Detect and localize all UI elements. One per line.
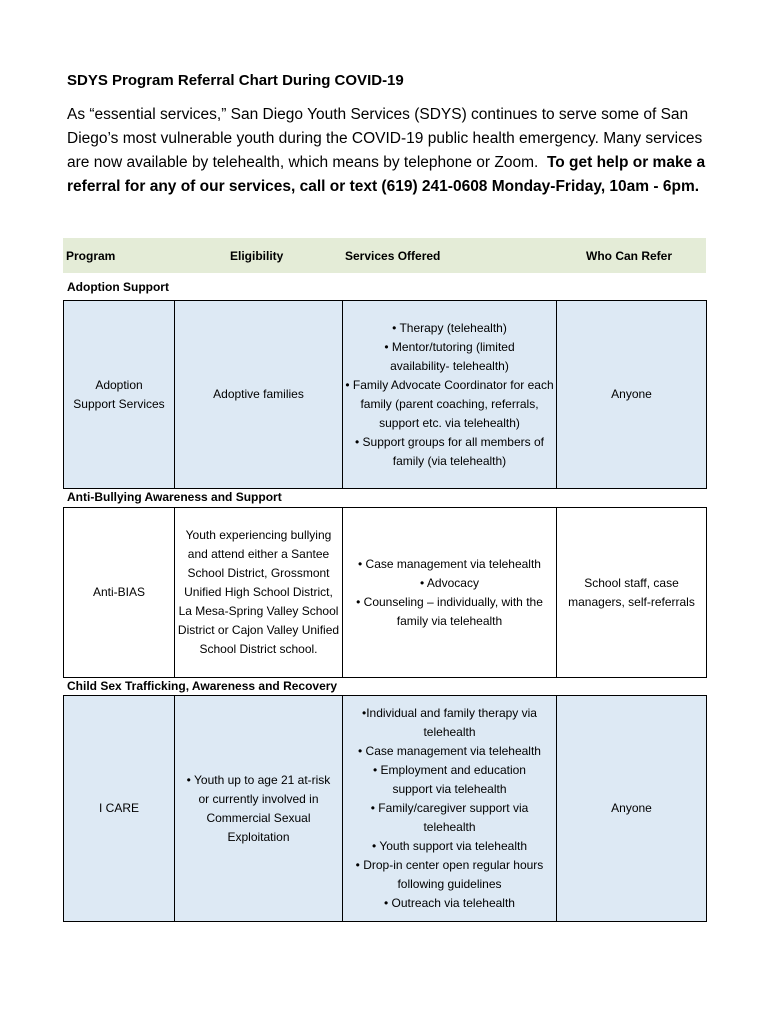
program-cell: I CARE	[64, 696, 175, 922]
service-item: •Individual and family therapy via telehealth	[362, 706, 537, 739]
services-cell	[343, 508, 557, 678]
eligibility-line: Youth experiencing bullying and attend either a Santee School District, Grossmont Unified High School District, La Mesa-Spring Valley School District or Cajon Valley Unified School District school.	[177, 528, 340, 656]
service-item: • Mentor/tutoring (limited availability- telehealth)	[384, 339, 515, 373]
header-who-can-refer: Who Can Refer	[586, 249, 673, 263]
intro-contact-text: To get help or make a referral for any of our services, call or text (619) 241-0608 Monday-Friday, 10am - 6pm.	[67, 154, 706, 195]
service-item: • Youth support via telehealth	[372, 839, 527, 853]
service-item: • Advocacy	[420, 575, 479, 590]
intro-paragraph	[67, 103, 707, 199]
service-item: • Case management via telehealth	[358, 556, 541, 571]
eligibility-cell	[175, 508, 343, 678]
program-cell: Adoption Support Services	[64, 301, 175, 489]
service-item: • Drop-in center open regular hours following guidelines	[355, 858, 544, 891]
service-item: • Therapy (telehealth)	[392, 320, 507, 335]
service-item: • Employment and education support via telehealth	[373, 763, 526, 796]
header-program: Program	[66, 249, 116, 263]
who-can-refer-cell: Anyone	[557, 696, 707, 922]
program-cell: Anti-BIAS	[64, 508, 175, 678]
table-row	[64, 301, 707, 489]
service-item: • Case management via telehealth	[358, 744, 541, 758]
table-row	[64, 696, 707, 922]
section-label-child-sex-trafficking: Child Sex Trafficking, Awareness and Recovery	[67, 679, 338, 693]
service-item: • Family Advocate Coordinator for each family (parent coaching, referrals, support etc. via telehealth)	[345, 377, 554, 430]
who-can-refer-cell: Anyone	[557, 301, 707, 489]
header-eligibility: Eligibility	[230, 249, 284, 263]
program-table-adoption	[63, 300, 707, 489]
table-row	[64, 508, 707, 678]
header-services: Services Offered	[345, 249, 441, 263]
service-item: • Family/caregiver support via telehealth	[370, 801, 529, 834]
eligibility-line: Adoptive families	[213, 387, 304, 401]
service-item: • Counseling – individually, with the family via telehealth	[356, 594, 543, 628]
who-can-refer-cell: School staff, case managers, self-referrals	[557, 508, 707, 678]
section-label-anti-bullying: Anti-Bullying Awareness and Support	[67, 490, 282, 504]
section-label-adoption: Adoption Support	[67, 280, 169, 294]
services-cell	[343, 696, 557, 922]
table-header-row	[63, 238, 706, 273]
service-item: • Support groups for all members of family (via telehealth)	[355, 434, 544, 468]
eligibility-line: • Youth up to age 21 at-risk or currently involved in Commercial Sexual Exploitation	[186, 772, 331, 844]
service-item: • Outreach via telehealth	[384, 896, 515, 910]
program-table-anti-bias	[63, 507, 707, 678]
intro-text: As “essential services,” San Diego Youth Services (SDYS) continues to serve some of San Diego’s most vulnerable youth during the COVID-19 public health emergency. Many services are now available by telehealth, which means by telephone or Zoom.	[67, 106, 703, 171]
eligibility-cell	[175, 301, 343, 489]
page-title: SDYS Program Referral Chart During COVID-19	[67, 72, 404, 89]
eligibility-cell	[175, 696, 343, 922]
program-table-i-care	[63, 695, 707, 922]
services-cell	[343, 301, 557, 489]
